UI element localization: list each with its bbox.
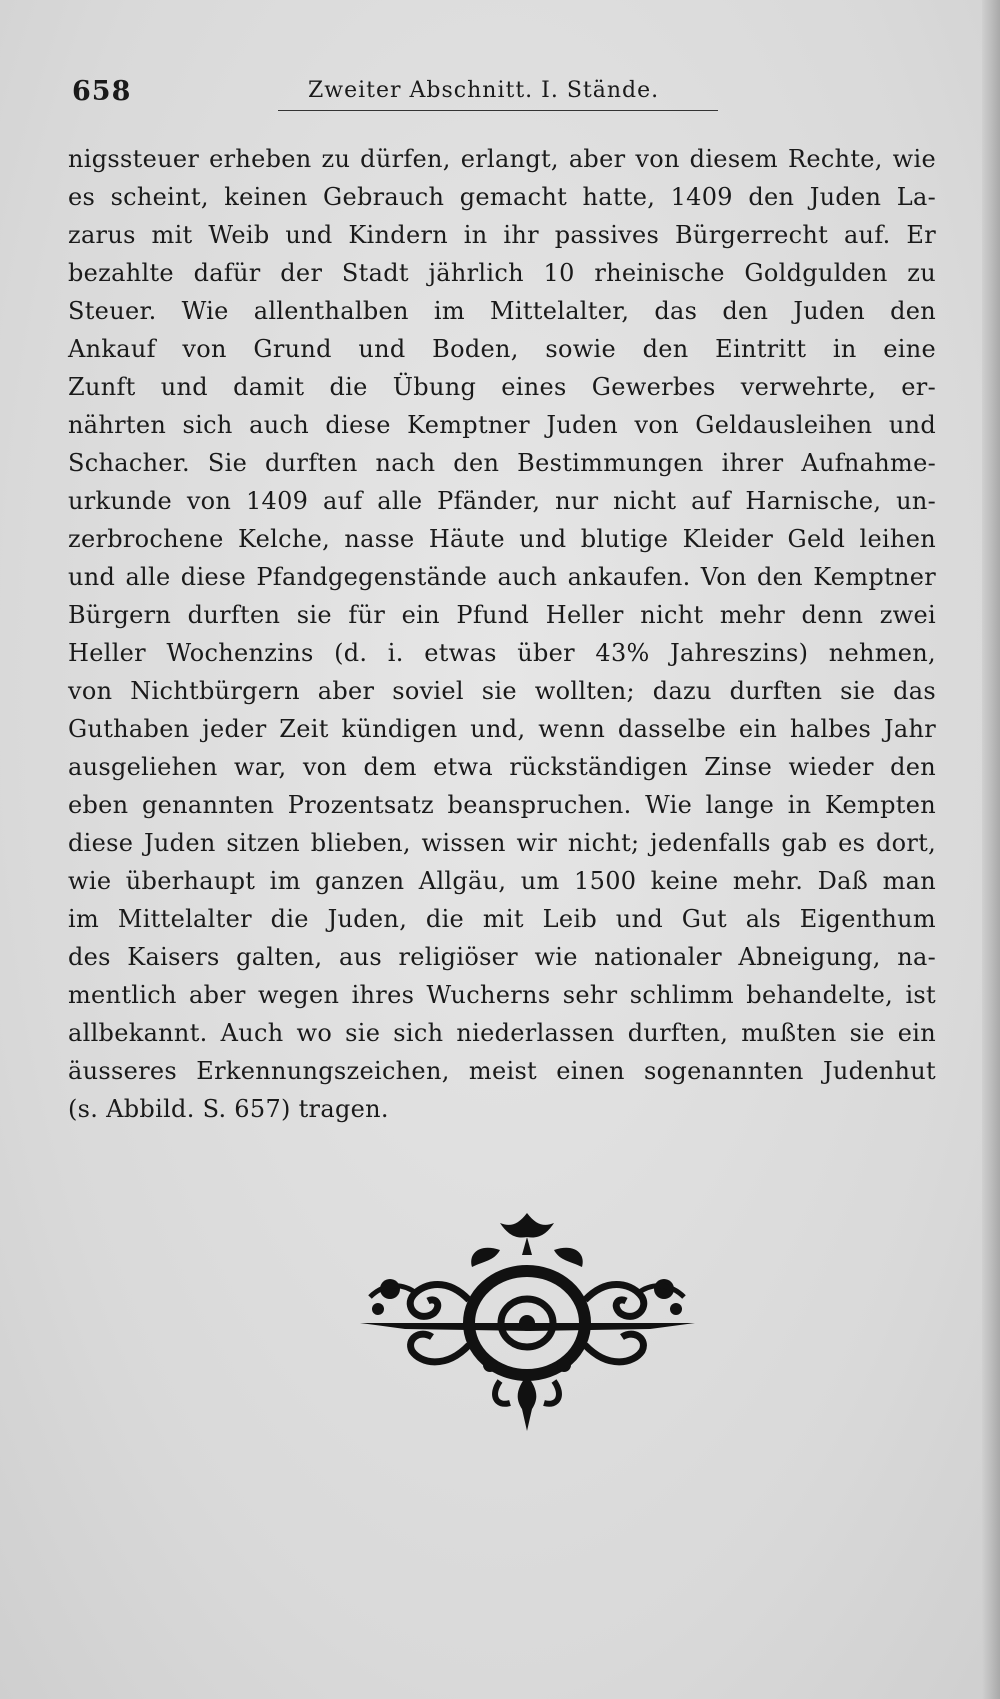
text-line: zerbrochene Kelche, nasse Häute und blutige Kleider Geld leihen — [68, 525, 936, 553]
floral-tailpiece-ornament-icon — [350, 1205, 705, 1435]
text-line: Ankauf von Grund und Boden, sowie den Eintritt in eine — [68, 335, 936, 363]
text-line: ausgeliehen war, von dem etwa rückständigen Zinse wieder den — [68, 753, 936, 781]
text-line: diese Juden sitzen blieben, wissen wir nicht; jedenfalls gab es dort, — [68, 829, 936, 857]
text-line: äusseres Erkennungszeichen, meist einen sogenannten Judenhut — [68, 1057, 936, 1085]
text-line: urkunde von 1409 auf alle Pfänder, nur nicht auf Harnische, un- — [68, 487, 936, 515]
text-line: Schacher. Sie durften nach den Bestimmungen ihrer Aufnahme- — [68, 449, 936, 477]
text-line: wie überhaupt im ganzen Allgäu, um 1500 keine mehr. Daß man — [68, 867, 936, 895]
text-line: des Kaisers galten, aus religiöser wie nationaler Abneigung, na- — [68, 943, 936, 971]
text-line: Zunft und damit die Übung eines Gewerbes verwehrte, er- — [68, 373, 936, 401]
text-line: Heller Wochenzins (d. i. etwas über 43% Jahreszins) nehmen, — [68, 639, 936, 667]
text-line: allbekannt. Auch wo sie sich niederlassen durften, mußten sie ein — [68, 1019, 936, 1047]
text-line: nährten sich auch diese Kemptner Juden von Geldausleihen und — [68, 411, 936, 439]
header-rule — [278, 110, 718, 111]
text-line: zarus mit Weib und Kindern in ihr passives Bürgerrecht auf. Er — [68, 221, 936, 249]
text-line: es scheint, keinen Gebrauch gemacht hatte, 1409 den Juden La- — [68, 183, 936, 211]
text-line: mentlich aber wegen ihres Wucherns sehr schlimm behandelte, ist — [68, 981, 936, 1009]
text-line: Steuer. Wie allenthalben im Mittelalter, das den Juden den — [68, 297, 936, 325]
text-line: nigssteuer erheben zu dürfen, erlangt, aber von diesem Rechte, wie — [68, 145, 936, 173]
text-line: im Mittelalter die Juden, die mit Leib und Gut als Eigenthum — [68, 905, 936, 933]
page-edge-shadow — [982, 0, 1000, 1699]
page-header — [68, 70, 708, 112]
text-line: Guthaben jeder Zeit kündigen und, wenn dasselbe ein halbes Jahr — [68, 715, 936, 743]
body-text — [68, 140, 936, 1128]
text-line: und alle diese Pfandgegenstände auch ankaufen. Von den Kemptner — [68, 563, 936, 591]
running-head: Zweiter Abschnitt. I. Stände. — [308, 78, 660, 103]
page-number: 658 — [72, 76, 132, 107]
text-line: bezahlte dafür der Stadt jährlich 10 rheinische Goldgulden zu — [68, 259, 936, 287]
text-line: Bürgern durften sie für ein Pfund Heller nicht mehr denn zwei — [68, 601, 936, 629]
text-line: eben genannten Prozentsatz beanspruchen. Wie lange in Kempten — [68, 791, 936, 819]
text-line: (s. Abbild. S. 657) tragen. — [68, 1095, 389, 1123]
text-line: von Nichtbürgern aber soviel sie wollten; dazu durften sie das — [68, 677, 936, 705]
